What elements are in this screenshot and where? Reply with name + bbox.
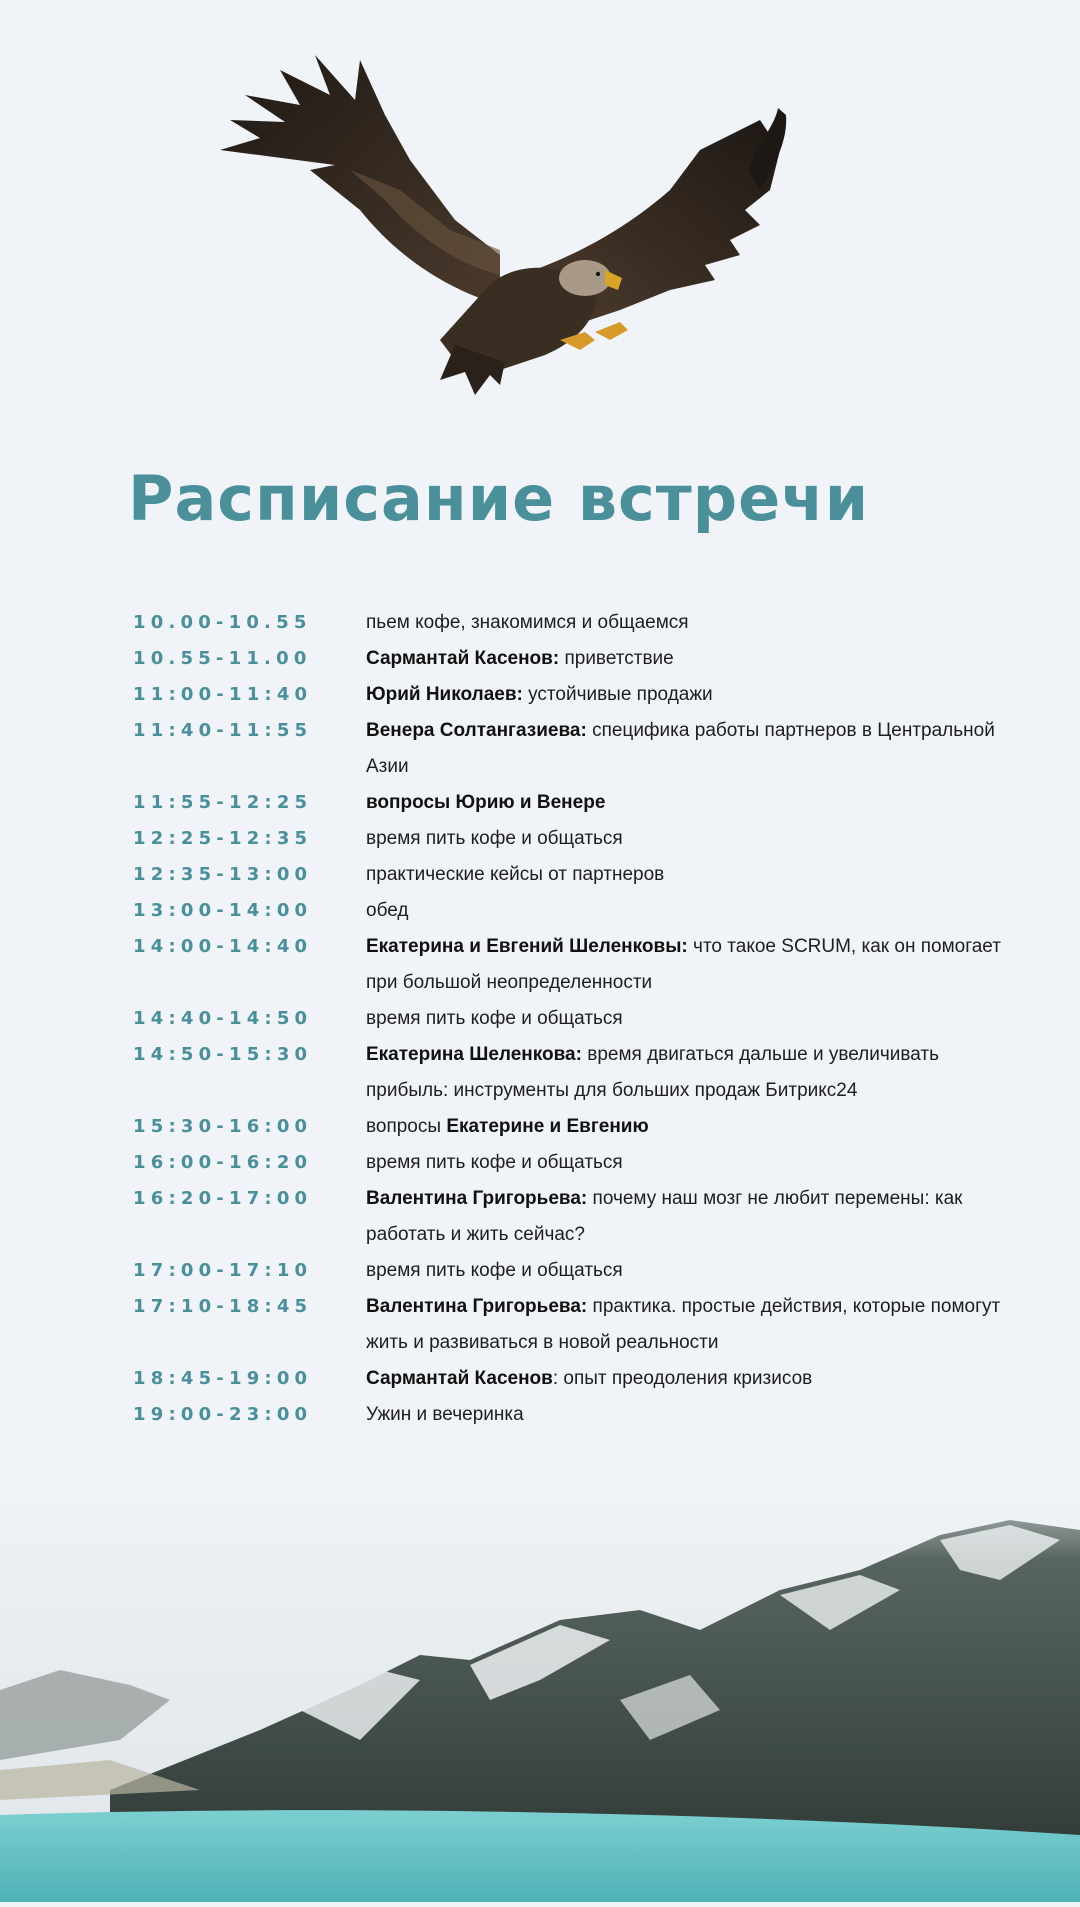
schedule-row: [133, 821, 1013, 857]
speaker-name: вопросы Юрию и Венере: [366, 792, 606, 813]
schedule-row: [133, 1001, 1013, 1037]
session-topic: Ужин и вечеринка: [366, 1404, 524, 1425]
schedule-description: [366, 641, 1013, 677]
speaker-name: Екатерина Шеленкова:: [366, 1044, 582, 1065]
schedule-time: 14:50-15:30: [133, 1044, 313, 1065]
speaker-name: Валентина Григорьева:: [366, 1188, 588, 1209]
schedule-row: [133, 1145, 1013, 1181]
speaker-name: Екатерина и Евгений Шеленковы:: [366, 936, 688, 957]
schedule-row: [133, 1361, 1013, 1397]
schedule-time: 17:10-18:45: [133, 1296, 313, 1317]
schedule-time: 10.55-11.00: [133, 648, 312, 669]
session-topic: устойчивые продажи: [522, 684, 713, 705]
schedule-time: 17:00-17:10: [133, 1260, 313, 1281]
speaker-name: Сармантай Касенов:: [366, 648, 560, 669]
schedule-time: 12:35-13:00: [133, 864, 313, 885]
session-topic: что такое SCRUM, как он помогает при большой неопределенности: [366, 936, 1001, 993]
session-topic: время пить кофе и общаться: [366, 1260, 623, 1281]
session-topic: специфика работы партнеров в Центральной Азии: [366, 720, 995, 777]
speaker-name: Юрий Николаев:: [366, 684, 523, 705]
schedule-row: [133, 1397, 1013, 1433]
schedule-row: [133, 785, 1013, 821]
schedule-row: [133, 1109, 1013, 1145]
schedule-time: 13:00-14:00: [133, 900, 313, 921]
eagle-image: [200, 40, 800, 420]
schedule-row: [133, 1289, 1013, 1361]
session-topic: приветствие: [559, 648, 674, 669]
speaker-name: Венера Солтангазиева:: [366, 720, 587, 741]
schedule-description: [366, 785, 1013, 821]
speaker-name: Сармантай Касенов: [366, 1368, 553, 1389]
schedule-description: [366, 1145, 1013, 1181]
schedule-row: [133, 677, 1013, 713]
schedule-row: [133, 929, 1013, 1001]
session-topic: пьем кофе, знакомимся и общаемся: [366, 612, 689, 633]
schedule-row: [133, 605, 1013, 641]
session-topic: : опыт преодоления кризисов: [552, 1368, 813, 1389]
speaker-name: Екатерине и Евгению: [446, 1116, 649, 1137]
session-topic: практика. простые действия, которые помогут жить и развиваться в новой реальности: [366, 1296, 1001, 1353]
schedule-description: [366, 893, 1013, 929]
schedule-time: 14:40-14:50: [133, 1008, 313, 1029]
schedule-time: 11:55-12:25: [133, 792, 313, 813]
session-topic: время пить кофе и общаться: [366, 1152, 623, 1173]
speaker-name: Валентина Григорьева:: [366, 1296, 588, 1317]
schedule-row: [133, 893, 1013, 929]
schedule-time: 15:30-16:00: [133, 1116, 313, 1137]
schedule-description: [366, 1001, 1013, 1037]
schedule-row: [133, 1037, 1013, 1109]
schedule-time: 12:25-12:35: [133, 828, 313, 849]
schedule-description: [366, 821, 1013, 857]
schedule-row: [133, 1253, 1013, 1289]
page-title: Расписание встречи: [128, 462, 870, 535]
schedule-description: [366, 857, 1013, 893]
schedule-description: [366, 605, 1013, 641]
schedule-row: [133, 857, 1013, 893]
session-topic: время пить кофе и общаться: [366, 828, 623, 849]
schedule-description: [366, 1361, 1013, 1397]
schedule-description: [366, 1289, 1013, 1361]
schedule-time: 16:20-17:00: [133, 1188, 313, 1209]
schedule-pre-text: вопросы: [366, 1116, 447, 1137]
session-topic: почему наш мозг не любит перемены: как работать и жить сейчас?: [366, 1188, 963, 1245]
schedule-description: [366, 677, 1013, 713]
schedule-description: [366, 1253, 1013, 1289]
schedule-description: [366, 1109, 1013, 1145]
schedule-description: [366, 1397, 1013, 1433]
schedule-description: [366, 1037, 1013, 1109]
schedule-description: [366, 929, 1013, 1001]
schedule-description: [366, 713, 1013, 785]
schedule-row: [133, 641, 1013, 677]
schedule-time: 14:00-14:40: [133, 936, 313, 957]
schedule-list: [133, 605, 1013, 1433]
session-topic: обед: [366, 900, 409, 921]
schedule-description: [366, 1181, 1013, 1253]
schedule-time: 11:00-11:40: [133, 684, 313, 705]
schedule-row: [133, 1181, 1013, 1253]
session-topic: время пить кофе и общаться: [366, 1008, 623, 1029]
session-topic: практические кейсы от партнеров: [366, 864, 665, 885]
session-topic: время двигаться дальше и увеличивать прибыль: инструменты для больших продаж Битрикс24: [366, 1044, 939, 1101]
schedule-time: 10.00-10.55: [133, 612, 312, 633]
mountain-lake-image: [0, 1440, 1080, 1902]
schedule-time: 18:45-19:00: [133, 1368, 313, 1389]
schedule-time: 16:00-16:20: [133, 1152, 313, 1173]
schedule-time: 11:40-11:55: [133, 720, 313, 741]
schedule-time: 19:00-23:00: [133, 1404, 313, 1425]
schedule-row: [133, 713, 1013, 785]
